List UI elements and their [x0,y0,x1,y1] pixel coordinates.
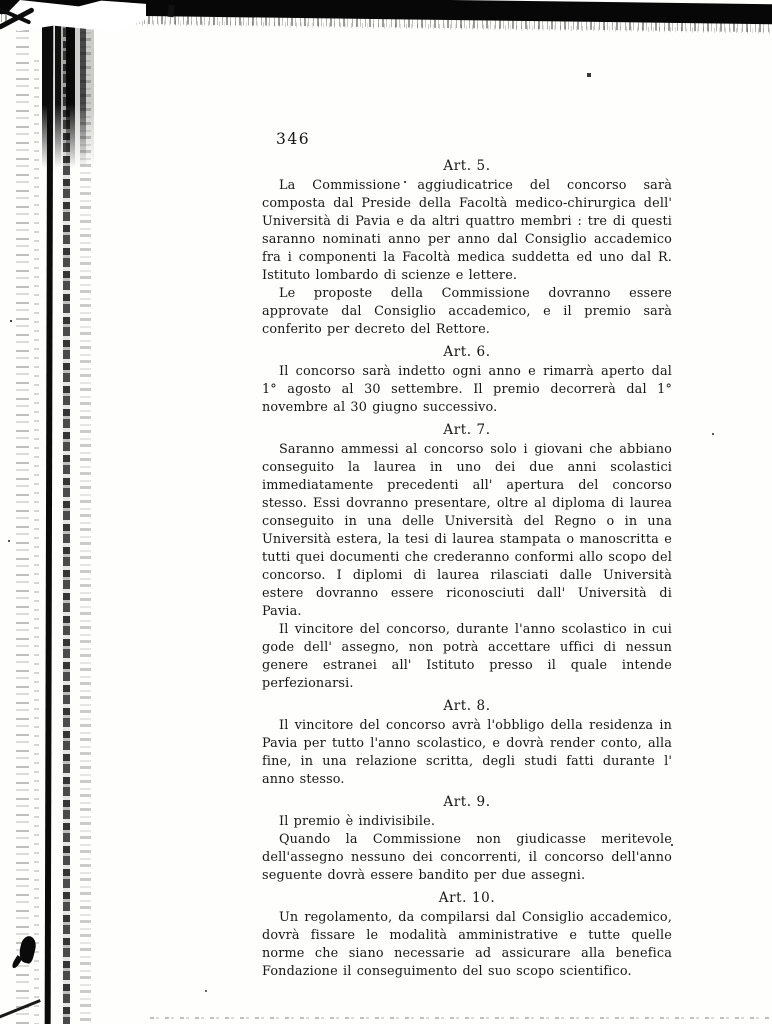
page-number: 346 [276,130,311,148]
article-paragraph: Le proposte della Commissione dovranno essere approvate dal Consiglio accademico, e il premio sarà conferito per decreto del Rettore. [262,286,672,337]
article-paragraph: Un regolamento, da compilarsi dal Consiglio accademico, dovrà fissare le modalità amministrative e tutte quelle norme che siano necessarie ad assicurare alla benefica Fondazione il conseguimento del suo scopo scientifico. [262,910,672,979]
article-paragraph: Il premio è indivisibile. [279,814,436,829]
article-heading-art-9: Art. 9. [443,794,491,810]
gutter-dark-top-patch [42,8,94,168]
gutter-speckle-streak [34,60,39,1024]
article-heading-art-10: Art. 10. [438,890,496,906]
article-paragraph: Quando la Commissione non giudicasse meritevole dell'assegno nessuno dei concorrenti, il concorso dell'anno seguente dovrà essere bandito per due assegni. [262,832,672,883]
bottom-left-scratch [0,999,41,1020]
top-left-ink-stroke [0,7,31,24]
article-paragraph: Il concorso sarà indetto ogni anno e rimarrà aperto dal 1° agosto al 30 settembre. Il premio decorrerà dal 1° novembre al 30 giugno successivo. [262,364,672,415]
top-left-ink-stroke [0,7,35,30]
gutter-speckle-streak [16,30,29,1024]
article-paragraph: La Commissione aggiudicatrice del concorso sarà composta dal Preside della Facoltà medico-chirurgica dell' Università di Pavia e da altri quattro membri : tre di questi saranno nominati anno per anno dal Consiglio accademico fra i componenti la Facoltà medica suddetta ed uno dal R. Istituto lombardo di scienze e lettere. [262,178,672,283]
top-edge-fringe [120,20,772,34]
top-edge-small-mark [167,5,174,18]
gutter-dashed-streak [63,18,70,1024]
paper-specks [0,0,2,2]
gutter-binding-line [45,0,54,1024]
top-edge-scan-bar [0,0,772,24]
article-heading-art-8: Art. 8. [443,698,491,714]
ink-blot [17,935,38,965]
top-left-paper-notch [6,0,146,32]
article-heading-art-6: Art. 6. [443,344,491,360]
article-paragraph: Il vincitore del concorso, durante l'anno scolastico in cui gode dell' assegno, non potrà accettare uffici di nessun genere estranei all' Istituto presso il quale intende perfezionarsi. [262,622,672,691]
article-heading-art-7: Art. 7. [443,422,491,438]
top-edge-fringe [0,13,772,32]
gutter-speckle-streak [80,10,91,1024]
article-heading-art-5: Art. 5. [443,158,491,174]
bottom-edge-speckle-line [150,1017,770,1019]
page-text-column [262,130,672,981]
article-paragraph: Saranno ammessi al concorso solo i giovani che abbiano conseguito la laurea in uno dei due anni scolastici immediatamente precedenti all' apertura del concorso stesso. Essi dovranno presentare, oltre al diploma di laurea conseguito in una delle Università del Regno o in una Università estera, la tesi di laurea stampata o manoscritta e tutti quei documenti che crederanno conformi allo scopo del concorso. I diplomi di laurea rilasciati dalle Università estere dovranno essere riconosciuti dall' Università di Pavia. [262,442,672,619]
article-paragraph: Il vincitore del concorso avrà l'obbligo della residenza in Pavia per tutto l'anno scolastico, e dovrà render conto, alla fine, in una relazione scritta, degli studi fatti durante l' anno stesso. [262,718,672,787]
